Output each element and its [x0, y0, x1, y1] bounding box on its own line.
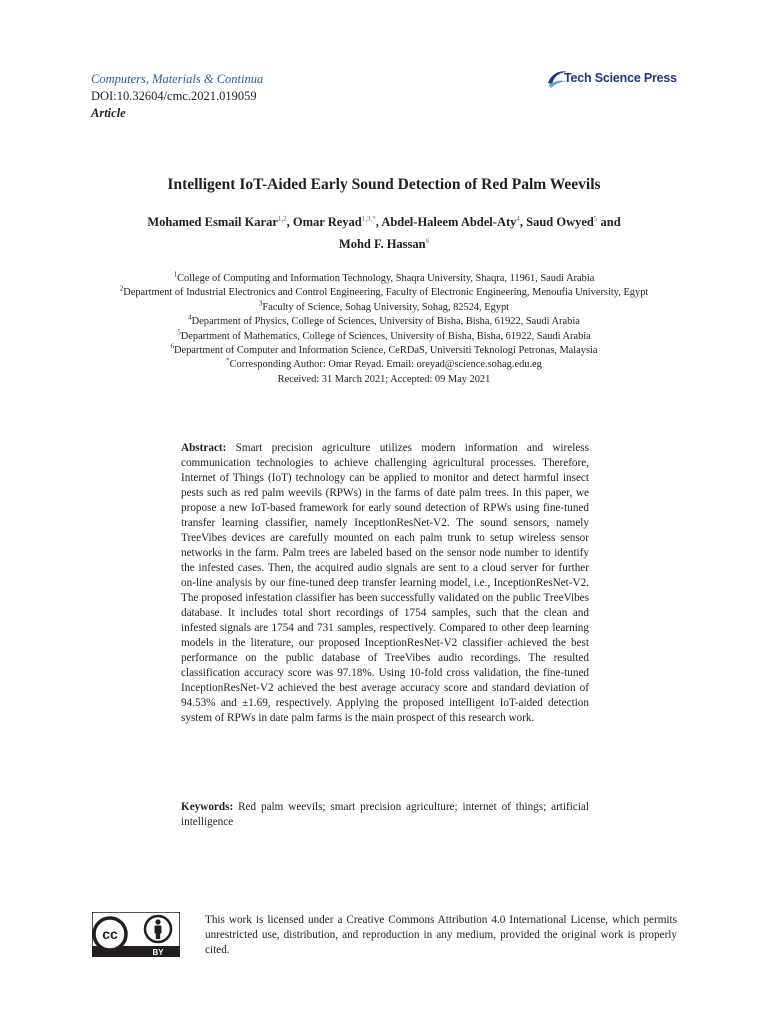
author-affiliation-ref[interactable]: 1,3,* — [361, 214, 376, 223]
author-affiliation-ref[interactable]: 1,2 — [277, 214, 287, 223]
journal-name: Computers, Materials & Continua — [91, 72, 264, 86]
abstract-text: Smart precision agriculture utilizes modern information and wireless communication technologies to achieve challenging agricultural processes. Therefore, Internet of Things (IoT) technology can be applied to monitor and detect harmful insect pests such as red palm weevils (RPWs) in the farms of date palm trees. In this paper, we propose a new IoT-based framework for early sound detection of RPWs using fine-tuned transfer learning classifier, namely InceptionResNet-V2. The sound sensors, namely TreeVibes devices are carefully mounted on each palm trunk to setup wireless sensor networks in the farm. Palm trees are labeled based on the sensor node number to identify the infested cases. Then, the acquired audio signals are sent to a cloud server for further on-line analysis by our fine-tuned deep transfer learning model, i.e., InceptionResNet-V2. The proposed infestation classifier has been successfully validated on the public TreeVibes database. It includes total short recordings of 1754 samples, such that the clean and infested signals are 1754 and 731 samples, respectively. Compared to other deep learning models in the literature, our proposed InceptionResNet-V2 classifier achieved the best performance on the public database of TreeVibes audio recordings. The resulted classification accuracy score was 97.18%. Using 10-fold cross validation, the fine-tuned InceptionResNet-V2 achieved the best average accuracy score and standard deviation of 94.53% and ±1.69, respectively. Applying the proposed intelligent IoT-aided detection system of RPWs in date palm farms is the main prospect of this research work. — [181, 442, 589, 724]
author-separator: , — [286, 215, 293, 229]
cc-by-license-icon[interactable] — [92, 912, 180, 957]
affiliation-number: 3 — [258, 299, 263, 308]
affiliation-number: 6 — [170, 342, 174, 351]
affiliation — [88, 344, 680, 358]
author-separator: , — [519, 215, 527, 229]
affiliation — [88, 330, 680, 344]
by-text: BY — [152, 948, 164, 957]
article-type: Article — [91, 106, 126, 120]
affiliation — [88, 301, 680, 315]
author[interactable]: Abdel-Haleem Abdel-Aty — [381, 215, 517, 229]
abstract-label: Abstract: — [181, 442, 227, 454]
publisher-logo[interactable] — [546, 68, 684, 90]
author[interactable]: Saud Owyed — [526, 215, 594, 229]
received-accepted-dates: Received: 31 March 2021; Accepted: 09 May 2021 — [277, 373, 491, 385]
author[interactable]: Mohd F. Hassan — [338, 237, 426, 251]
corresponding-author-text[interactable]: Corresponding Author: Omar Reyad. Email: oreyad@science.sohag.edu.eg — [229, 359, 542, 371]
author[interactable]: Omar Reyad — [292, 215, 362, 229]
affiliation-text: Faculty of Science, Sohag University, Sohag, 82524, Egypt — [262, 301, 510, 313]
affiliation-list — [88, 272, 680, 387]
affiliation-number: 5 — [177, 328, 181, 337]
keywords-label: Keywords: — [181, 801, 234, 813]
affiliation-number: * — [226, 356, 230, 365]
keywords — [181, 800, 589, 830]
author-affiliation-ref[interactable]: 6 — [425, 236, 430, 245]
paper-title: Intelligent IoT-Aided Early Sound Detection of Red Palm Weevils — [167, 176, 601, 193]
author-separator: and — [597, 215, 621, 229]
affiliation — [88, 272, 680, 286]
abstract — [181, 441, 589, 726]
affiliation-text: College of Computing and Information Technology, Shaqra University, Shaqra, 11961, Saudi Arabia — [177, 273, 595, 284]
affiliation-text: Department of Physics, College of Sciences, University of Bisha, Bisha, 61922, Saudi Arabia — [191, 316, 580, 328]
author[interactable]: Mohamed Esmail Karar — [147, 215, 278, 229]
author-list — [100, 211, 668, 255]
affiliation-number: 1 — [173, 270, 178, 279]
affiliation-number: 4 — [188, 313, 192, 322]
corresponding-author — [88, 358, 680, 372]
affiliation-number: 2 — [119, 284, 124, 293]
affiliation-text: Department of Mathematics, College of Sciences, University of Bisha, Bisha, 61922, Saudi Arabia — [180, 330, 591, 342]
author-affiliation-ref[interactable]: 4 — [516, 214, 520, 223]
cc-text: cc — [102, 926, 118, 942]
publisher-name: Tech Science Press — [564, 71, 677, 85]
affiliation-text: Department of Computer and Information Science, CeRDaS, Universiti Teknologi Petronas, Malaysia — [173, 345, 598, 357]
author-separator: , — [375, 215, 382, 229]
keywords-text: Red palm weevils; smart precision agriculture; internet of things; artificial intelligence — [181, 801, 590, 828]
doi[interactable]: DOI:10.32604/cmc.2021.019059 — [91, 89, 257, 103]
affiliation — [88, 286, 680, 300]
affiliation-text: Department of Industrial Electronics and Control Engineering, Faculty of Electronic Engineering, Menoufia University, Egypt — [123, 287, 649, 299]
license-text: This work is licensed under a Creative Commons Attribution 4.0 International License, which permits unrestricted use, distribution, and reproduction in any medium, provided the original work is properly cited. — [205, 914, 677, 956]
author-affiliation-ref[interactable]: 5 — [593, 214, 598, 223]
